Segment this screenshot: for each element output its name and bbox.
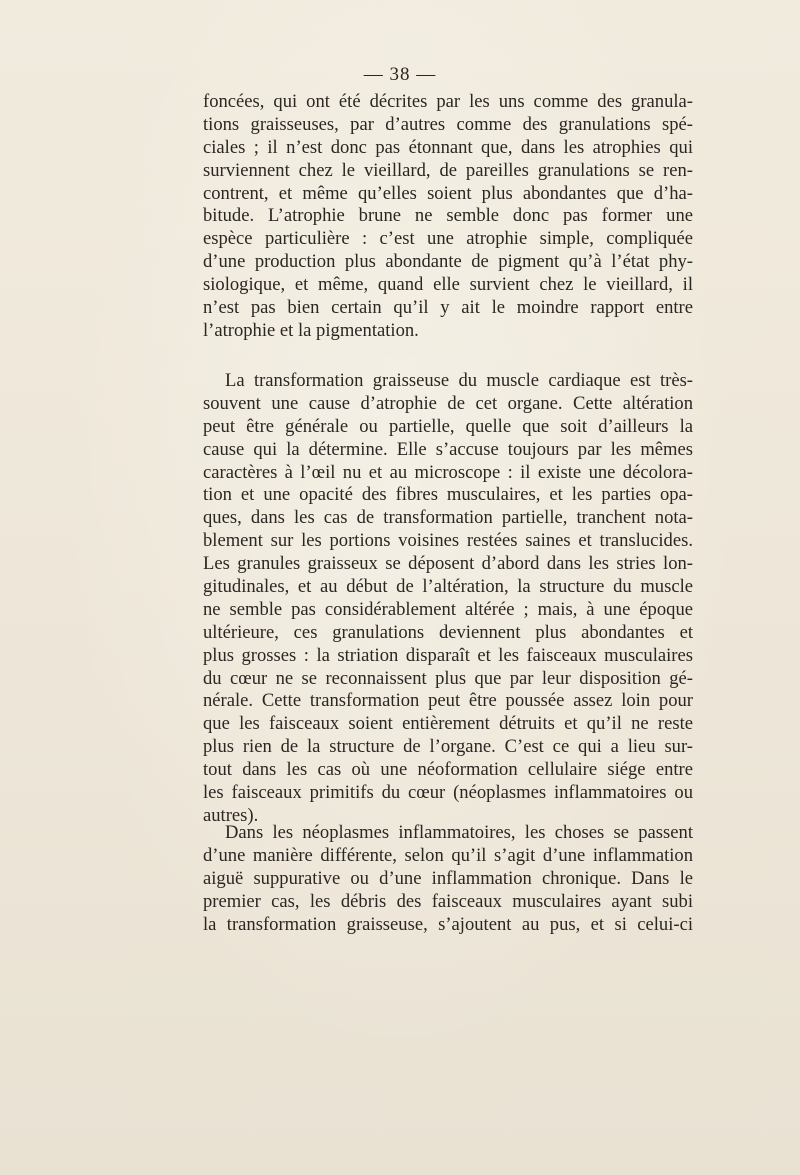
text-line: Les granules graisseux se déposent d’abord dans les stries lon- xyxy=(203,553,693,575)
text-line: surviennent chez le vieillard, de pareilles granulations se ren- xyxy=(203,159,693,181)
text-line: aiguë suppurative ou d’une inflammation chronique. Dans le xyxy=(203,867,693,889)
text-line: tions graisseuses, par d’autres comme des granulations spé- xyxy=(203,113,693,135)
text-line: autres). xyxy=(203,804,259,826)
page-number: — 38 — xyxy=(363,64,437,85)
text-line: la transformation graisseuse, s’ajoutent au pus, et si celui-ci xyxy=(203,913,693,935)
text-line: nérale. Cette transformation peut être poussée assez loin pour xyxy=(203,690,693,712)
text-line: blement sur les portions voisines restées saines et translucides. xyxy=(203,530,693,552)
text-line: du cœur ne se reconnaissent plus que par leur disposition gé- xyxy=(203,667,693,689)
text-line: n’est pas bien certain qu’il y ait le moindre rapport entre xyxy=(203,297,693,319)
text-line: peut être générale ou partielle, quelle que soit d’ailleurs la xyxy=(203,415,693,437)
paragraph-1 xyxy=(203,91,693,343)
text-line: espèce particulière : c’est une atrophie simple, compliquée xyxy=(203,228,693,250)
text-line: tion et une opacité des fibres musculaires, et les parties opa- xyxy=(203,484,693,506)
text-line: ques, dans les cas de transformation partielle, tranchent nota- xyxy=(203,507,693,529)
text-line: gitudinales, et au début de l’altération, la structure du muscle xyxy=(203,576,693,598)
text-line: souvent une cause d’atrophie de cet organe. Cette altération xyxy=(203,392,693,414)
text-line: plus grosses : la striation disparaît et les faisceaux musculaires xyxy=(203,644,693,666)
text-line: foncées, qui ont été décrites par les uns comme des granula- xyxy=(203,91,693,112)
text-line: Dans les néoplasmes inflammatoires, les choses se passent xyxy=(225,822,693,843)
text-line: bitude. L’atrophie brune ne semble donc pas former une xyxy=(203,205,693,227)
text-line: ultérieure, ces granulations deviennent plus abondantes et xyxy=(203,621,693,643)
text-line: d’une production plus abondante de pigment qu’à l’état phy- xyxy=(203,251,693,273)
text-line: plus rien de la structure de l’organe. C’est ce qui a lieu sur- xyxy=(203,736,693,758)
text-line: siologique, et même, quand elle survient chez le vieillard, il xyxy=(203,274,693,296)
text-line: La transformation graisseuse du muscle cardiaque est très- xyxy=(225,370,693,391)
text-line: ciales ; il n’est donc pas étonnant que, dans les atrophies qui xyxy=(203,136,693,158)
text-line: caractères à l’œil nu et au microscope : il existe une décolora- xyxy=(203,461,693,483)
text-line: cause qui la détermine. Elle s’accuse toujours par les mêmes xyxy=(203,438,693,460)
paragraph-2 xyxy=(203,370,693,828)
text-line: ne semble pas considérablement altérée ; mais, à une époque xyxy=(203,598,693,620)
paragraph-3 xyxy=(203,822,693,936)
text-line: les faisceaux primitifs du cœur (néoplasmes inflammatoires ou xyxy=(203,782,693,804)
text-line: premier cas, les débris des faisceaux musculaires ayant subi xyxy=(203,890,693,912)
text-line: d’une manière différente, selon qu’il s’agit d’une inflammation xyxy=(203,844,693,866)
text-line: que les faisceaux soient entièrement détruits et qu’il ne reste xyxy=(203,713,693,735)
text-line: l’atrophie et la pigmentation. xyxy=(203,319,419,341)
text-line: tout dans les cas où une néoformation cellulaire siége entre xyxy=(203,759,693,781)
text-line: contrent, et même qu’elles soient plus abondantes que d’ha- xyxy=(203,182,693,204)
